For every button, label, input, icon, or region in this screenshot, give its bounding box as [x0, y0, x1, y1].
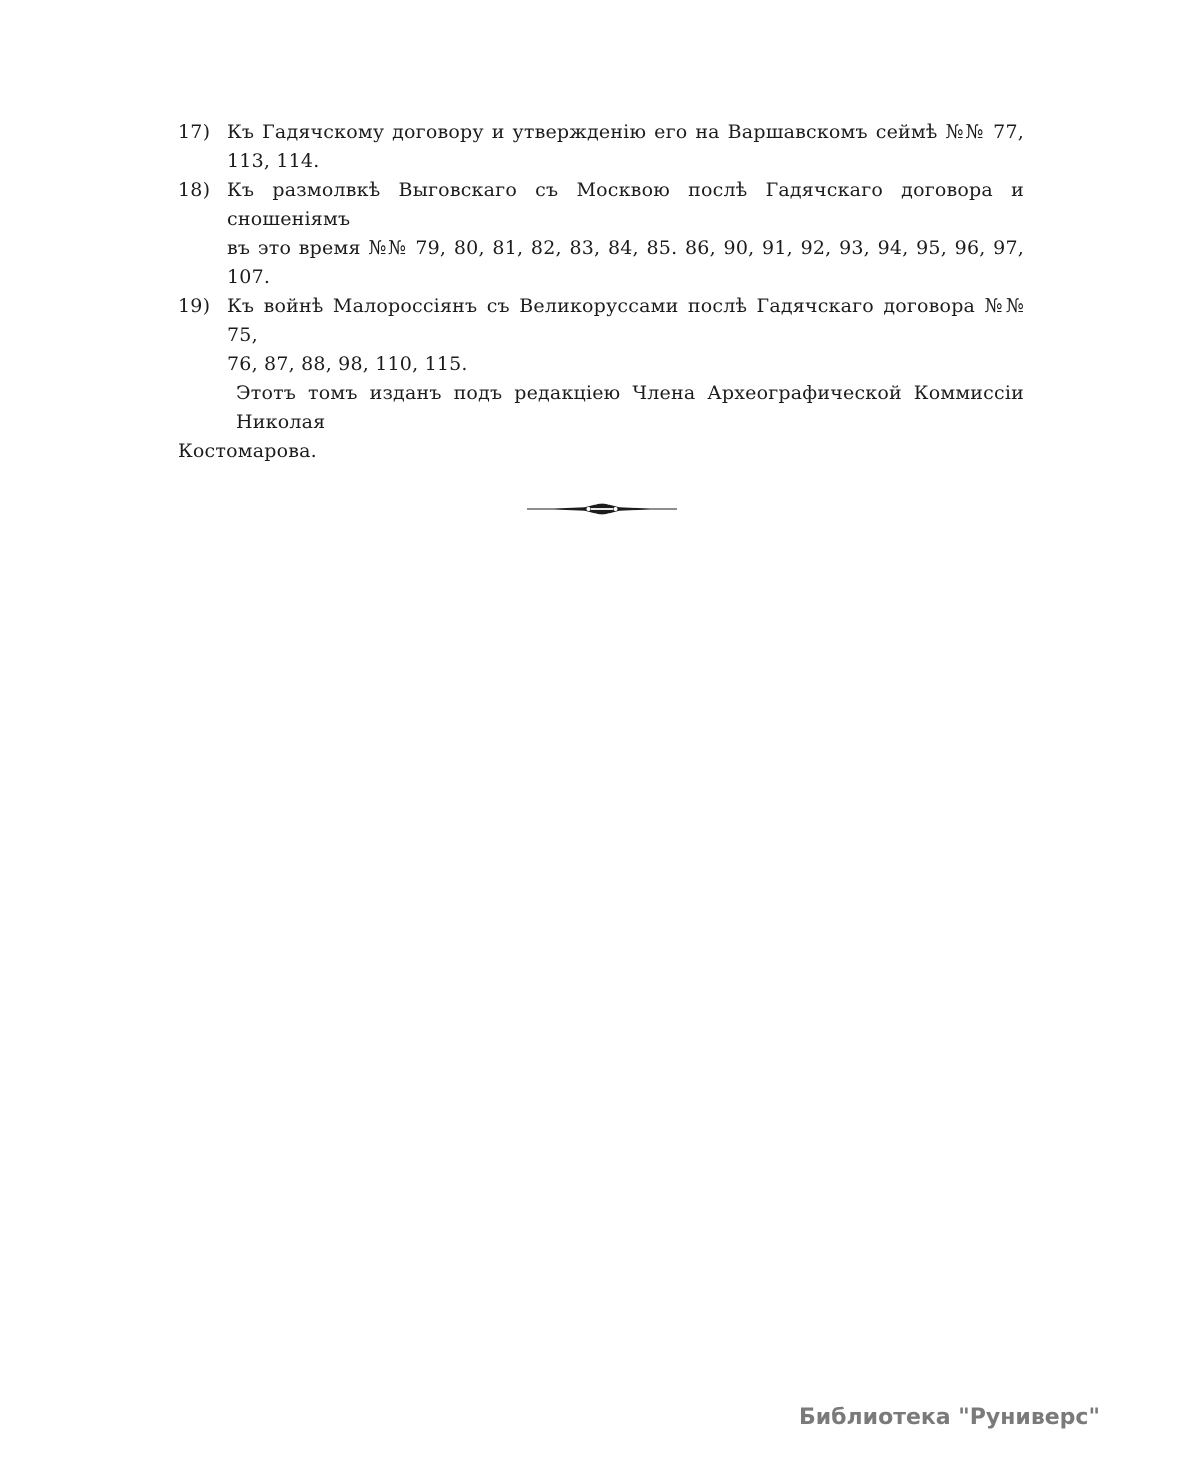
list-item-18 [178, 176, 1024, 292]
item-number-18: 18) [178, 179, 211, 201]
item-17-line-2: 113, 114. [227, 150, 320, 172]
item-17-line-1: Къ Гадячскому договору и утвержденію его на Варшавскомъ сеймѣ №№ 77, [227, 121, 1024, 143]
ornamental-divider-icon [527, 500, 677, 518]
item-number-17: 17) [178, 121, 211, 143]
item-19-line-2: 76, 87, 88, 98, 110, 115. [227, 353, 468, 375]
runivers-watermark: Библиотека "Руниверс" [799, 1405, 1100, 1430]
list-item-17 [178, 118, 1024, 176]
editor-note-line-2: Костомарова. [178, 440, 317, 462]
item-18-line-2: въ это время №№ 79, 80, 81, 82, 83, 84, 85. 86, 90, 91, 92, 93, 94, 95, 96, 97, 107. [227, 237, 1024, 288]
editor-note-paragraph [178, 379, 1024, 466]
item-18-line-1: Къ размолвкѣ Выговскаго съ Москвою послѣ Гадячскаго договора и сношеніямъ [227, 179, 1024, 230]
page-text-block [178, 118, 1024, 466]
list-item-19 [178, 292, 1024, 379]
item-number-19: 19) [178, 295, 211, 317]
item-19-line-1: Къ войнѣ Малороссіянъ съ Великоруссами послѣ Гадячскаго договора №№ 75, [227, 295, 1024, 346]
editor-note-line-1: Этотъ томъ изданъ подъ редакціею Члена Археографической Коммиссіи Николая [236, 382, 1024, 433]
